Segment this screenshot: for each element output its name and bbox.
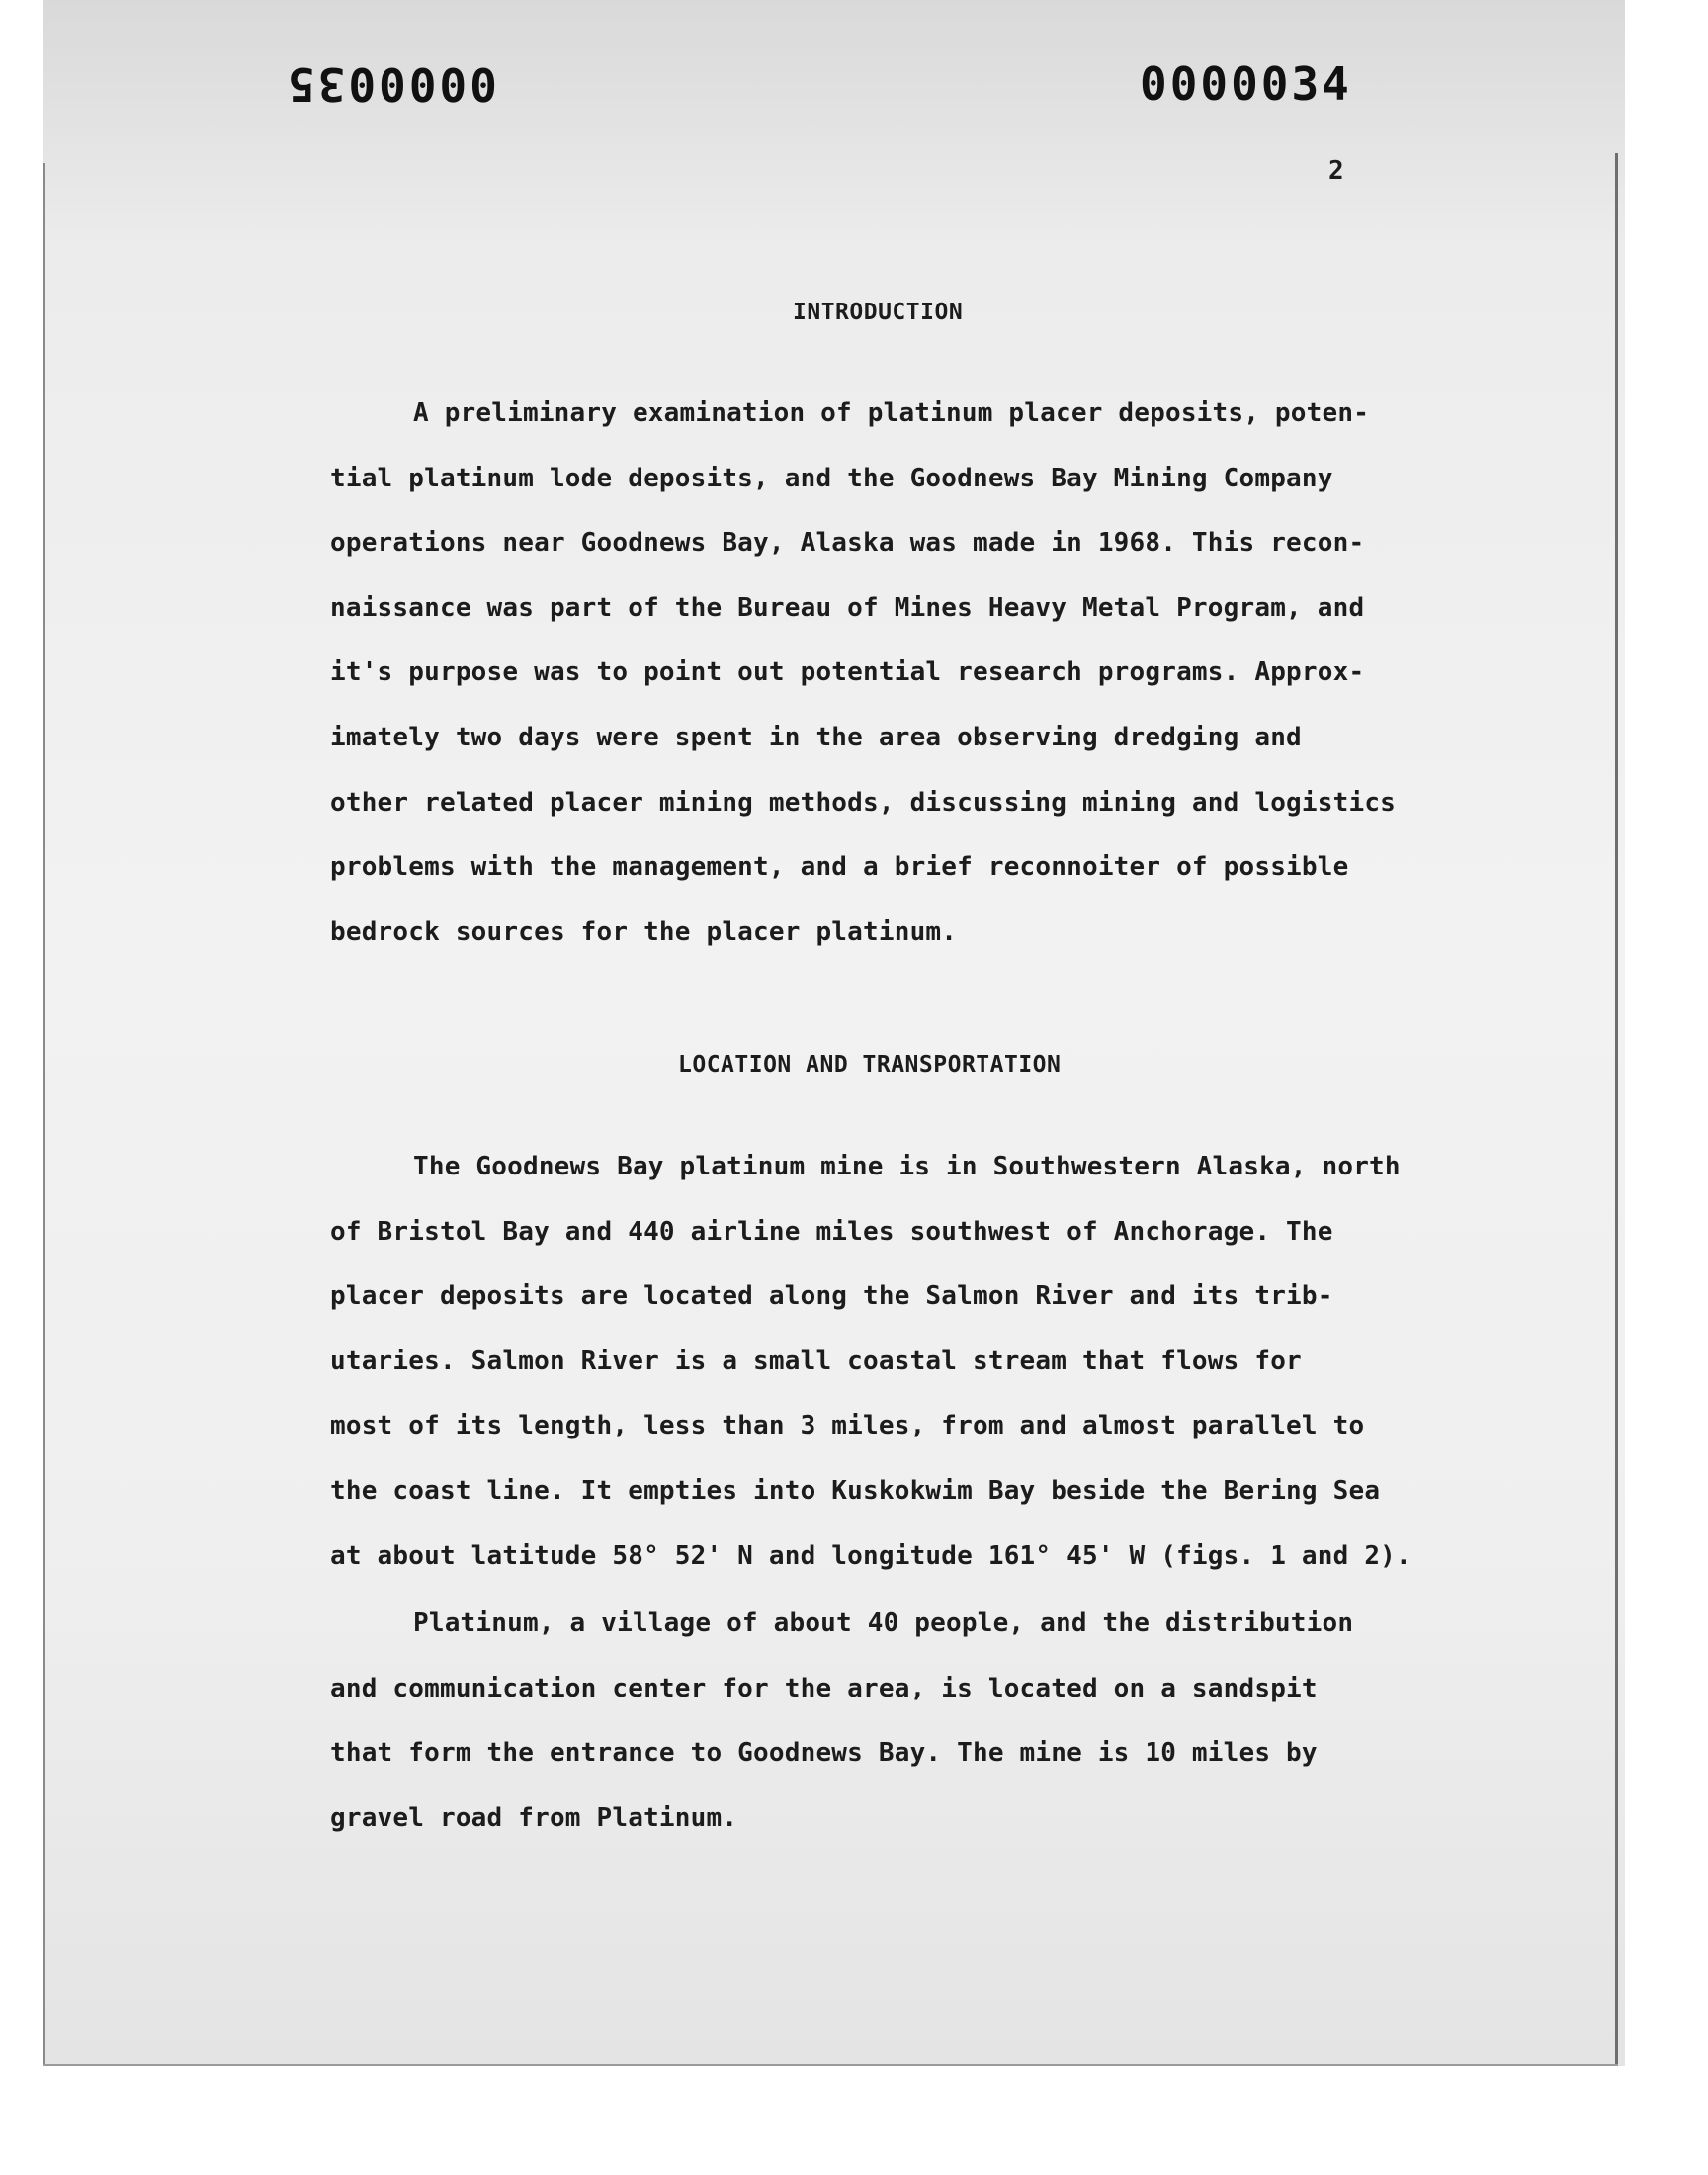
page-edge-left [43, 163, 45, 2066]
text-line: operations near Goodnews Bay, Alaska was made in 1968. This recon- [330, 528, 1365, 559]
section-heading-introduction: INTRODUCTION [793, 300, 964, 325]
text-line: The Goodnews Bay platinum mine is in Southwestern Alaska, north [413, 1152, 1401, 1181]
text-line: imately two days were spent in the area observing dredging and [330, 722, 1302, 752]
text-line: and communication center for the area, is located on a sandspit [330, 1673, 1318, 1703]
page-edge-bottom [43, 2064, 1618, 2066]
platinum-village-paragraph [330, 1604, 1477, 1863]
text-line: that form the entrance to Goodnews Bay. The mine is 10 miles by [330, 1738, 1318, 1769]
text-line: A preliminary examination of platinum placer deposits, poten- [413, 398, 1370, 428]
bates-stamp-inverted: 0000035 [285, 57, 497, 111]
text-line: utaries. Salmon River is a small coastal stream that flows for [330, 1346, 1302, 1376]
page-edge-right [1615, 153, 1618, 2066]
text-line: problems with the management, and a brief reconnoiter of possible [330, 852, 1349, 883]
text-line: naissance was part of the Bureau of Mines Heavy Metal Program, and [330, 592, 1365, 623]
text-line: Platinum, a village of about 40 people, and the distribution [413, 1609, 1354, 1638]
text-line: it's purpose was to point out potential research programs. Approx- [330, 657, 1365, 688]
bates-stamp: 0000034 [1140, 57, 1352, 111]
text-line: other related placer mining methods, discussing mining and logistics [330, 787, 1397, 818]
text-line: of Bristol Bay and 440 airline miles southwest of Anchorage. The [330, 1216, 1333, 1247]
location-paragraph [330, 1147, 1477, 1601]
section-heading-location-transportation: LOCATION AND TRANSPORTATION [678, 1052, 1062, 1078]
text-line: gravel road from Platinum. [330, 1802, 738, 1833]
text-line: the coast line. It empties into Kuskokwim Bay beside the Bering Sea [330, 1475, 1381, 1506]
text-line: placer deposits are located along the Salmon River and its trib- [330, 1281, 1333, 1312]
text-line: most of its length, less than 3 miles, from and almost parallel to [330, 1411, 1365, 1441]
text-line: at about latitude 58° 52' N and longitude 161° 45' W (figs. 1 and 2). [330, 1540, 1411, 1571]
introduction-paragraph [330, 393, 1477, 977]
text-line: bedrock sources for the placer platinum. [330, 916, 958, 947]
text-line: tial platinum lode deposits, and the Goodnews Bay Mining Company [330, 463, 1333, 493]
page-number: 2 [1328, 156, 1344, 186]
